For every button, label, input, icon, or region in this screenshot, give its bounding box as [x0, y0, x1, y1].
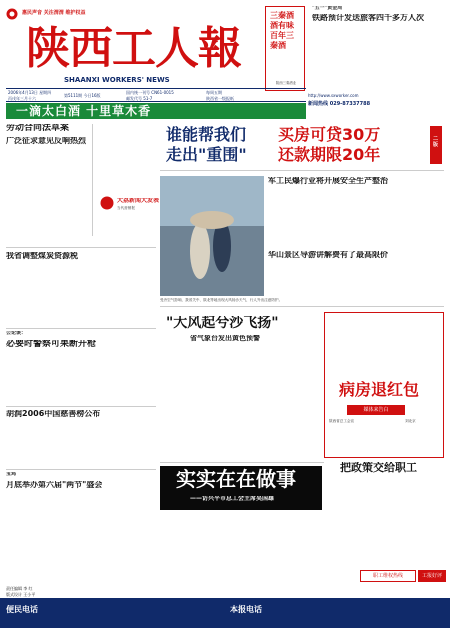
top-right-title: 铁路预计发送旅客四千多万人次 — [312, 14, 424, 22]
footer-editor2: 版式设计 王小平 — [6, 592, 36, 597]
mid-body-2 — [214, 412, 264, 460]
promo-right-line2: 还款期限20年 — [278, 146, 381, 164]
slogan-body-1 — [160, 514, 210, 594]
divider — [6, 406, 156, 407]
labor-subtitle: 广泛征求意见反响热烈 — [6, 137, 86, 145]
workers-tag[interactable] — [418, 570, 446, 582]
party-title: 把政策交给职工 — [340, 462, 417, 474]
hongbao-box — [324, 312, 444, 458]
tag-level: 陕西省一级报纸 — [206, 96, 234, 101]
army-body-1 — [268, 190, 352, 244]
issue-line: 第5111期 今日16版 — [64, 93, 101, 98]
huyang-body-3 — [106, 423, 156, 467]
hongbao-stamp-text: 媒体来告白 — [363, 407, 389, 413]
website[interactable]: http://www.sxworker.com — [308, 93, 359, 98]
top-right-body-left — [312, 26, 376, 90]
promo-left — [160, 124, 270, 168]
slogan-body-3 — [268, 514, 322, 594]
masthead-title: 陕西工人報 — [26, 23, 241, 74]
mid-body-3 — [268, 412, 318, 460]
promo-right — [272, 124, 444, 168]
army-body-2 — [356, 190, 444, 244]
divider — [160, 462, 324, 463]
photo-caption: 受冷空气影响，我省关中、陕北等地出现大风扬沙天气，行人外出注意防护。 — [160, 298, 283, 302]
commentary-body-2 — [56, 354, 102, 404]
promo-right-tag — [430, 126, 442, 164]
sidebar-ad-body — [97, 126, 155, 176]
post-line: 邮发代号 51-7 — [126, 96, 153, 101]
labor-title: 劳动合同法草案 — [6, 124, 70, 133]
party-body-2 — [386, 480, 444, 566]
divider — [6, 328, 156, 329]
masthead-slogan: 惠民声音 关注渭渭 维护权益 — [22, 10, 86, 16]
dust-body-3 — [268, 348, 318, 408]
sidebar-ad-logo-icon — [99, 196, 115, 210]
hongbao-body — [329, 317, 441, 379]
top-right-kicker: "五一"黄金周 — [312, 6, 343, 11]
vertical-ad-sub: 陕西三秦酒业 — [275, 81, 297, 85]
footer-editor1: 责任编辑 李 红 — [6, 586, 33, 591]
hotline: 新闻热线 029-87337788 — [308, 101, 371, 107]
hongbao-title: 病房退红包 — [339, 381, 420, 399]
masthead-title-en: SHAANXI WORKERS' NEWS — [64, 76, 170, 84]
news-photo — [160, 176, 264, 296]
huyang-body-1 — [6, 423, 52, 467]
promo-left-line2: 走出"重围" — [166, 146, 247, 164]
top-right-article — [312, 6, 444, 90]
labor-body-1 — [6, 150, 48, 245]
gov-title: 我省调整煤炭资源税 — [6, 252, 78, 260]
baoji-title: 月底举办第六届"两节"盛会 — [6, 481, 103, 489]
gov-body-2 — [56, 264, 102, 326]
code-line: 国内统一刊号 CN61-0015 — [126, 90, 174, 95]
baoji-body-1 — [6, 494, 52, 592]
slogan-subtitle: ——访兴平市总工会主席吴国雄 — [190, 496, 275, 502]
huashan-body-2 — [356, 264, 444, 296]
footer — [0, 586, 450, 628]
divider — [6, 469, 156, 470]
tag-weekly: 每周五期 — [206, 90, 222, 95]
dust-subtitle: 省气象台发出黄色预警 — [190, 335, 260, 342]
hongbao-body-2 — [329, 427, 441, 455]
footer-mid-label: 本报电话 — [230, 605, 262, 614]
gov-body-3 — [106, 264, 156, 326]
army-title: 军工民爆行业将开展安全生产整治 — [268, 177, 388, 185]
commentary-kicker: 公论谈： — [6, 331, 27, 336]
hongbao-stamp — [347, 405, 405, 415]
party-body-1 — [326, 480, 382, 566]
vertical-ad — [265, 6, 305, 91]
sidebar-ad-caption: 当代营销报 — [117, 206, 135, 210]
date-line: 2006年4月13日 星期四 — [8, 90, 52, 95]
workers-hotline-text: 职工维权热线 — [372, 573, 403, 579]
commentary-title: 必要时警察可果断开枪 — [6, 340, 97, 349]
slogan-banner — [160, 466, 322, 510]
baoji-body-2 — [56, 494, 102, 592]
hongbao-author: 刘北京 — [405, 419, 416, 423]
dust-body-2 — [214, 348, 264, 408]
slogan-body-2 — [214, 514, 264, 594]
labor-body-2 — [50, 150, 92, 245]
commentary-body-1 — [6, 354, 52, 404]
promo-right-tag-text: 二版 — [433, 136, 439, 148]
green-banner — [6, 103, 306, 119]
promo-left-line1: 谁能帮我们 — [166, 126, 247, 144]
huashan-title: 华山景区导游讲解费有了最高限价 — [268, 251, 388, 259]
mid-body-1 — [160, 412, 210, 460]
dust-title: "大风起兮沙飞扬" — [166, 316, 279, 331]
divider — [6, 247, 156, 248]
divider — [160, 306, 444, 307]
top-right-body-right — [380, 26, 444, 90]
baoji-body-3 — [106, 494, 156, 592]
dust-body-1 — [160, 348, 210, 408]
workers-tag-text: 工报好评 — [421, 573, 442, 579]
vertical-ad-text: 三秦酒 酒有味 百年三秦酒 — [270, 11, 294, 50]
divider — [160, 170, 444, 171]
workers-hotline-box — [360, 570, 416, 582]
hongbao-note: 陕西省总工会宣 — [329, 419, 355, 423]
masthead-logo-icon — [6, 8, 18, 20]
green-banner-text: 一滴太白酒 十里草木香 — [16, 104, 152, 118]
masthead — [6, 6, 268, 98]
huashan-body-1 — [268, 264, 352, 296]
sidebar-ad-title: 大荔新闻大发表 — [117, 198, 160, 204]
commentary-body-3 — [106, 354, 156, 404]
gov-body-1 — [6, 264, 52, 326]
huyang-title: 胡润2006中国慈善榜公布 — [6, 410, 101, 418]
slogan-title: 实实在在做事 — [176, 468, 296, 490]
huyang-body-2 — [56, 423, 102, 467]
sidebar-ad — [92, 124, 160, 236]
lunar-line: 丙戌年三月十六 — [8, 96, 36, 101]
promo-right-line1: 买房可贷30万 — [278, 126, 381, 144]
footer-left-label: 便民电话 — [6, 605, 38, 614]
baoji-kicker: 宝鸡 — [6, 472, 17, 477]
info-strip — [6, 88, 306, 102]
